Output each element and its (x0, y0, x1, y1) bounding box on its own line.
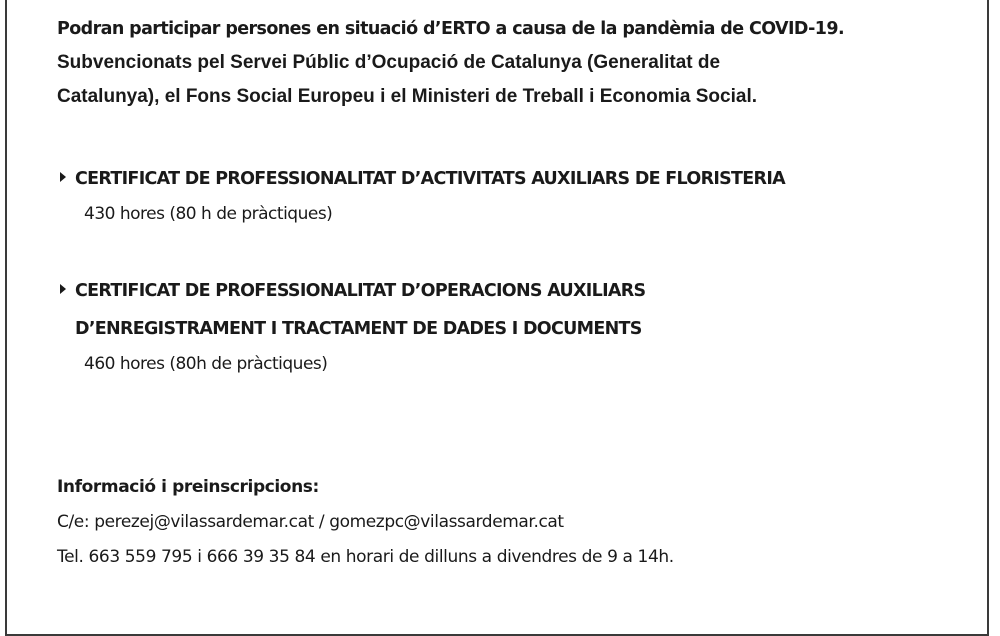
contact-phone: Tel. 663 559 795 i 666 39 35 84 en horari de dilluns a divendres de 9 a 14h. (57, 547, 674, 567)
intro-paragraph (57, 12, 957, 114)
triangle-bullet-icon (60, 284, 66, 294)
contact-heading: Informació i preinscripcions: (57, 477, 319, 497)
triangle-bullet-icon (60, 172, 66, 182)
intro-line-1: Podran participar persones en situació d’ERTO a causa de la pandèmia de COVID-19. (57, 19, 844, 39)
intro-line-2: Subvencionats pel Servei Públic d’Ocupació de Catalunya (Generalitat de (57, 52, 721, 73)
contact-email: C/e: perezej@vilassardemar.cat / gomezpc@vilassardemar.cat (57, 512, 564, 532)
course-hours: 430 hores (80 h de pràctiques) (84, 204, 333, 224)
course-title (60, 272, 960, 348)
contact-info (57, 470, 957, 575)
course-floristeria (60, 160, 960, 230)
course-title-line-2: D’ENREGISTRAMENT I TRACTAMENT DE DADES I DOCUMENTS (75, 319, 642, 339)
course-enregistrament (60, 272, 960, 380)
course-hours: 460 hores (80h de pràctiques) (84, 354, 328, 374)
course-title-line-1: CERTIFICAT DE PROFESSIONALITAT D’ACTIVITATS AUXILIARS DE FLORISTERIA (75, 169, 785, 189)
intro-line-3: Catalunya), el Fons Social Europeu i el Ministeri de Treball i Economia Social. (57, 86, 758, 107)
course-title-line-1: CERTIFICAT DE PROFESSIONALITAT D’OPERACIONS AUXILIARS (75, 281, 646, 301)
course-title (60, 160, 960, 198)
